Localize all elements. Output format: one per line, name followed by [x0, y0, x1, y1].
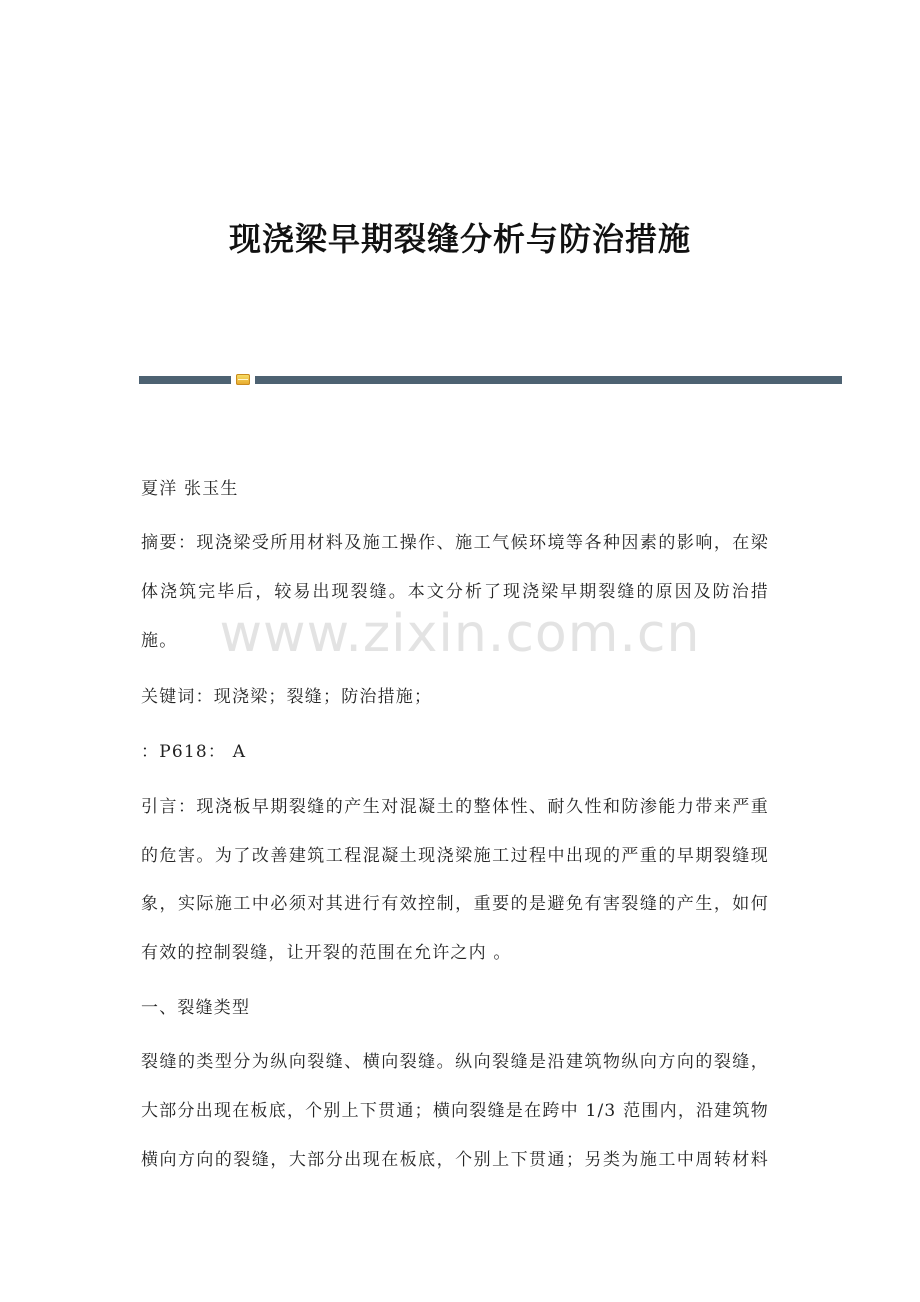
section1-line-1: 裂缝的类型分为纵向裂缝、横向裂缝。纵向裂缝是沿建筑物纵向方向的裂缝， — [141, 1052, 769, 1072]
intro-line-2: 的危害。为了改善建筑工程混凝土现浇梁施工过程中出现的严重的早期裂缝现 — [141, 846, 769, 866]
divider-left-segment — [139, 376, 231, 384]
section1-line-3: 横向方向的裂缝，大部分出现在板底，个别上下贯通；另类为施工中周转材料 — [141, 1150, 769, 1170]
divider-right-segment — [255, 376, 842, 384]
intro-line-1: 引言：现浇板早期裂缝的产生对混凝土的整体性、耐久性和防渗能力带来严重 — [141, 797, 769, 817]
section1-heading: 一、裂缝类型 — [141, 998, 251, 1018]
classification: ：P618： A — [141, 742, 247, 762]
abstract-line-2: 体浇筑完毕后，较易出现裂缝。本文分析了现浇梁早期裂缝的原因及防治措 — [141, 582, 769, 602]
watermark: www.zixin.com.cn — [219, 604, 701, 664]
title-divider — [139, 376, 842, 384]
section1-line-2: 大部分出现在板底，个别上下贯通；横向裂缝是在跨中 1/3 范围内，沿建筑物 — [141, 1101, 769, 1121]
document-title: 现浇梁早期裂缝分析与防治措施 — [228, 220, 691, 258]
intro-line-3: 象，实际施工中必须对其进行有效控制，重要的是避免有害裂缝的产生，如何 — [141, 894, 769, 914]
intro-line-4: 有效的控制裂缝，让开裂的范围在允许之内 。 — [141, 943, 512, 963]
authors: 夏洋 张玉生 — [141, 479, 239, 499]
keywords: 关键词：现浇梁；裂缝；防治措施； — [141, 687, 433, 707]
divider-ornament-icon — [236, 374, 250, 385]
abstract-line-3: 施。 — [141, 631, 178, 651]
abstract-line-1: 摘要：现浇梁受所用材料及施工操作、施工气候环境等各种因素的影响，在梁 — [141, 533, 769, 553]
